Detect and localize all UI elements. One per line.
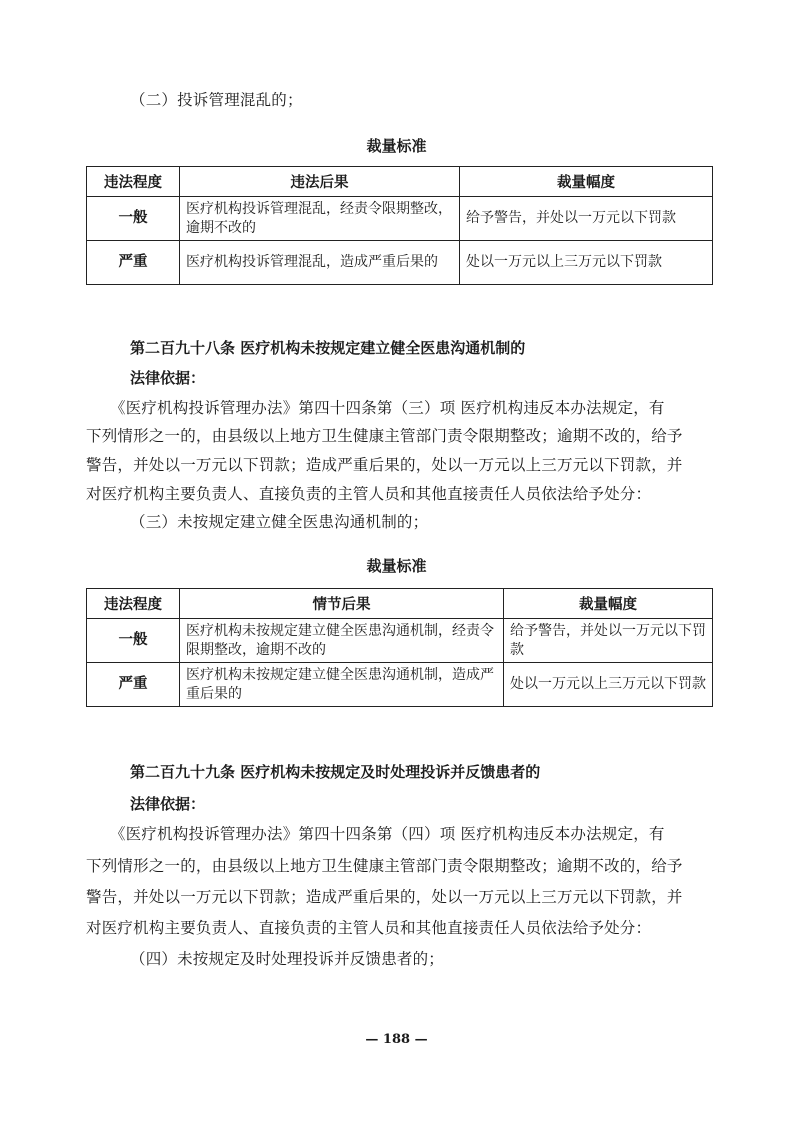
header-degree: 违法程度 bbox=[87, 589, 180, 619]
range-cell: 处以一万元以上三万元以下罚款 bbox=[504, 663, 713, 707]
header-range: 裁量幅度 bbox=[460, 167, 713, 197]
article-299-basis-label: 法律依据： bbox=[130, 795, 206, 813]
article-299-body-line: 《医疗机构投诉管理办法》第四十四条第（四）项 医疗机构违反本办法规定，有 bbox=[110, 825, 665, 843]
article-299-item: （四）未按规定及时处理投诉并反馈患者的； bbox=[130, 950, 445, 968]
header-consequence: 情节后果 bbox=[180, 589, 504, 619]
consequence-cell: 医疗机构未按规定建立健全医患沟通机制，经责令限期整改，逾期不改的 bbox=[180, 619, 504, 663]
table-header-row bbox=[87, 167, 713, 197]
degree-cell: 严重 bbox=[87, 663, 180, 707]
consequence-cell: 医疗机构未按规定建立健全医患沟通机制，造成严重后果的 bbox=[180, 663, 504, 707]
intro-item: （二）投诉管理混乱的； bbox=[130, 91, 303, 109]
table-2 bbox=[86, 588, 713, 707]
article-299-title: 第二百九十九条 医疗机构未按规定及时处理投诉并反馈患者的 bbox=[130, 763, 541, 781]
table-row bbox=[87, 197, 713, 241]
header-consequence: 违法后果 bbox=[180, 167, 460, 197]
article-299-body-line: 警告，并处以一万元以下罚款；造成严重后果的，处以一万元以上三万元以下罚款，并 bbox=[86, 888, 683, 906]
table-1-caption: 裁量标准 bbox=[366, 137, 427, 155]
degree-cell: 一般 bbox=[87, 619, 180, 663]
article-298-body-line: 下列情形之一的，由县级以上地方卫生健康主管部门责令限期整改；逾期不改的，给予 bbox=[86, 427, 683, 445]
article-298-body-line: 警告，并处以一万元以下罚款；造成严重后果的，处以一万元以上三万元以下罚款，并 bbox=[86, 456, 683, 474]
consequence-cell: 医疗机构投诉管理混乱，经责令限期整改，逾期不改的 bbox=[180, 197, 460, 241]
range-cell: 给予警告，并处以一万元以下罚款 bbox=[504, 619, 713, 663]
table-row bbox=[87, 663, 713, 707]
range-cell: 处以一万元以上三万元以下罚款 bbox=[460, 241, 713, 285]
header-range: 裁量幅度 bbox=[504, 589, 713, 619]
range-cell: 给予警告，并处以一万元以下罚款 bbox=[460, 197, 713, 241]
article-299-body-line: 下列情形之一的，由县级以上地方卫生健康主管部门责令限期整改；逾期不改的，给予 bbox=[86, 857, 683, 875]
degree-cell: 严重 bbox=[87, 241, 180, 285]
article-298-body-line: 对医疗机构主要负责人、直接负责的主管人员和其他直接责任人员依法给予处分： bbox=[86, 485, 652, 503]
consequence-cell: 医疗机构投诉管理混乱，造成严重后果的 bbox=[180, 241, 460, 285]
article-299-body-line: 对医疗机构主要负责人、直接负责的主管人员和其他直接责任人员依法给予处分： bbox=[86, 919, 652, 937]
article-298-title: 第二百九十八条 医疗机构未按规定建立健全医患沟通机制的 bbox=[130, 339, 526, 357]
table-header-row bbox=[87, 589, 713, 619]
table-row bbox=[87, 619, 713, 663]
degree-cell: 一般 bbox=[87, 197, 180, 241]
page-number: — 188 — bbox=[365, 1032, 428, 1047]
table-row bbox=[87, 241, 713, 285]
article-298-body-line: 《医疗机构投诉管理办法》第四十四条第（三）项 医疗机构违反本办法规定，有 bbox=[110, 399, 665, 417]
table-1 bbox=[86, 166, 713, 285]
article-298-item: （三）未按规定建立健全医患沟通机制的； bbox=[130, 513, 429, 531]
header-degree: 违法程度 bbox=[87, 167, 180, 197]
article-298-basis-label: 法律依据： bbox=[130, 369, 206, 387]
table-2-caption: 裁量标准 bbox=[366, 557, 427, 575]
